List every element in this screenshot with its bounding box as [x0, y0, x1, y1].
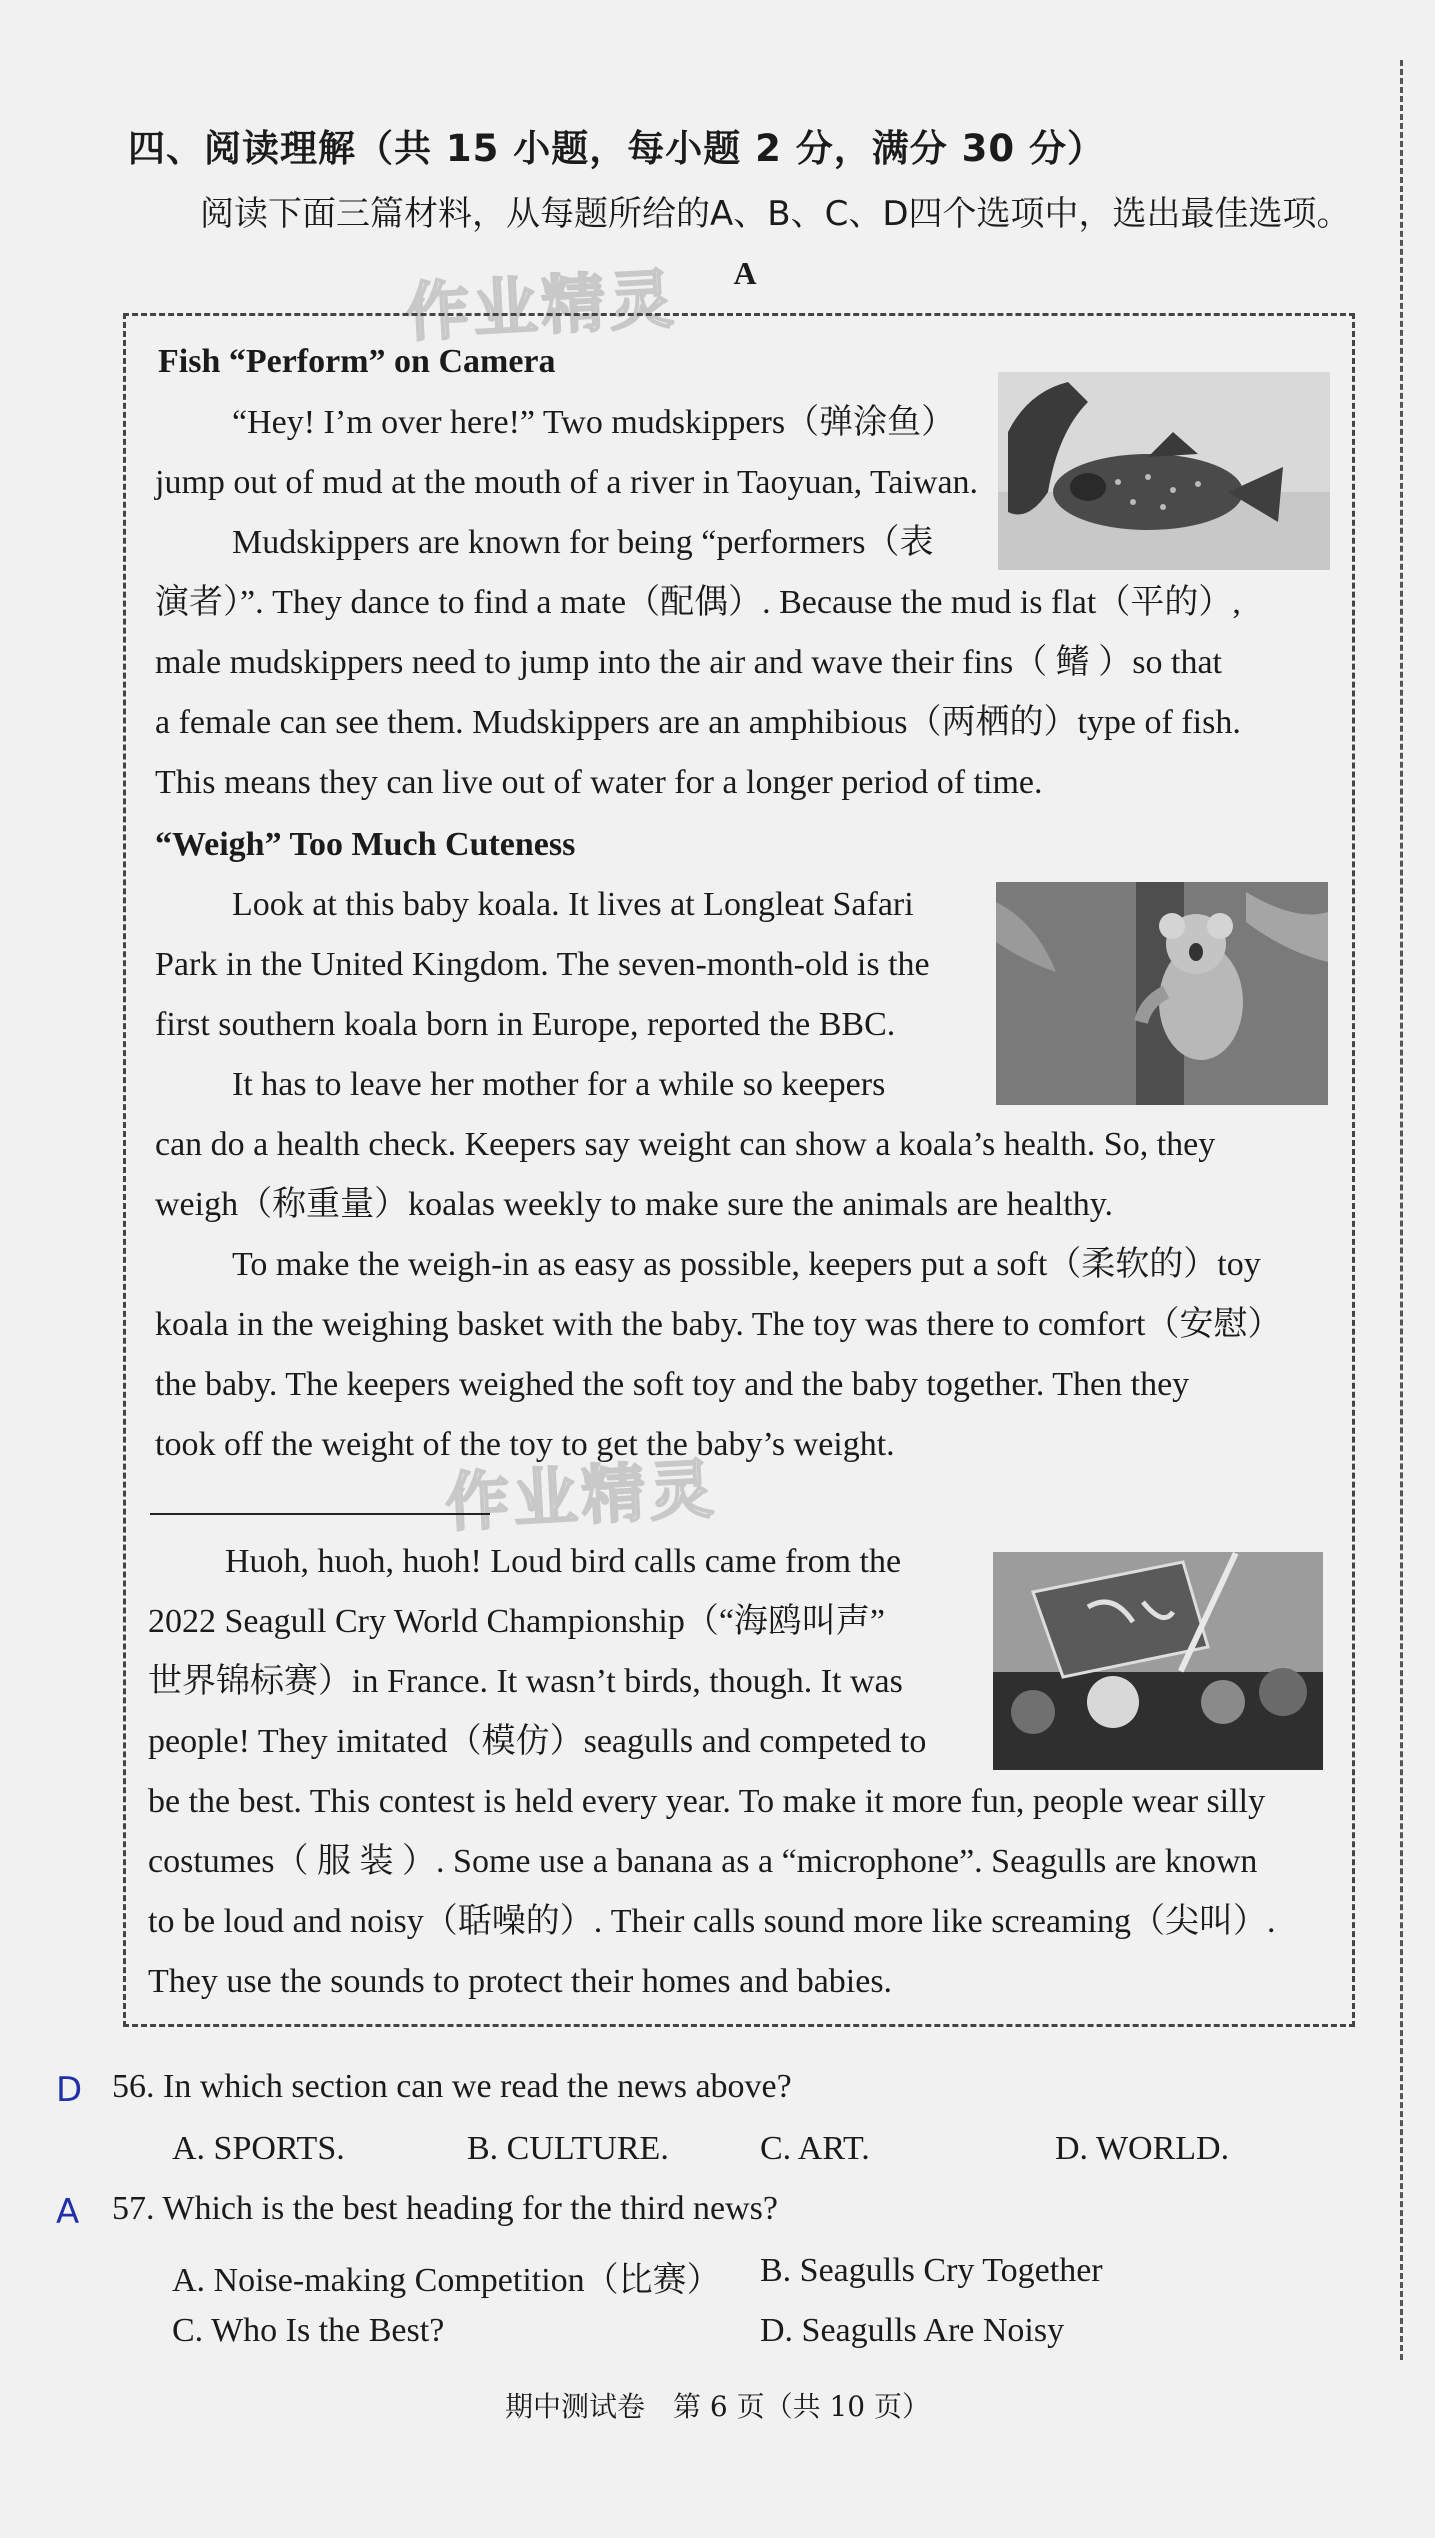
news2-line: the baby. The keepers weighed the soft toy and the baby together. Then they [155, 1366, 1190, 1403]
passage-letter: A [733, 255, 757, 291]
seagull-contest-photo [993, 1552, 1323, 1770]
news2-line: koala in the weighing basket with the baby. The toy was there to comfort（安慰） [155, 1306, 1282, 1343]
option-c: C. Who Is the Best? [172, 2312, 445, 2349]
page-footer: 期中测试卷 第 6 页（共 10 页） [504, 2390, 931, 2423]
mudskipper-photo [998, 372, 1330, 570]
news3-line: be the best. This contest is held every year. To make it more fun, people wear silly [148, 1783, 1266, 1820]
answer-mark: D [56, 2070, 83, 2110]
binding-dashed-line [1400, 60, 1403, 2360]
news1-line: 演者）”. They dance to find a mate（配偶）. Because the mud is flat（平的）, [155, 584, 1241, 621]
koala-photo [996, 882, 1328, 1105]
news3-line: to be loud and noisy（聒噪的）. Their calls sound more like screaming（尖叫）. [148, 1903, 1276, 1940]
question-stem: 57. Which is the best heading for the third news? [112, 2190, 778, 2227]
news2-line: weigh（称重量）koalas weekly to make sure the animals are healthy. [155, 1186, 1114, 1223]
option-a: A. Noise-making Competition（比赛） [172, 2262, 721, 2299]
watermark-logo: 作业精灵 [443, 1452, 720, 1542]
question-stem: 56. In which section can we read the news above? [112, 2068, 792, 2105]
news1-line: male mudskippers need to jump into the air and wave their fins（ 鳍 ）so that [155, 644, 1222, 681]
news3-line: 2022 Seagull Cry World Championship（“海鸥叫声” [148, 1603, 886, 1640]
news2-line: took off the weight of the toy to get the baby’s weight. [155, 1426, 895, 1463]
news2-line: Look at this baby koala. It lives at Longleat Safari [232, 886, 914, 923]
news3-line: people! They imitated（模仿）seagulls and competed to [148, 1723, 927, 1760]
news2-line: first southern koala born in Europe, reported the BBC. [155, 1006, 896, 1043]
news2-line: can do a health check. Keepers say weight can show a koala’s health. So, they [155, 1126, 1216, 1163]
news3-line: They use the sounds to protect their homes and babies. [148, 1963, 893, 2000]
option-b: B. CULTURE. [467, 2130, 669, 2167]
option-c: C. ART. [760, 2130, 870, 2167]
news1-line: Mudskippers are known for being “performers（表 [232, 524, 934, 561]
news3-line: 世界锦标赛）in France. It wasn’t birds, though. It was [148, 1663, 903, 1700]
news1-line: a female can see them. Mudskippers are an amphibious（两栖的）type of fish. [155, 704, 1241, 741]
news2-heading: “Weigh” Too Much Cuteness [155, 826, 576, 863]
news2-line: Park in the United Kingdom. The seven-month-old is the [155, 946, 930, 983]
news3-line: costumes（ 服 装 ）. Some use a banana as a “microphone”. Seagulls are known [148, 1843, 1258, 1880]
option-d: D. Seagulls Are Noisy [760, 2312, 1065, 2349]
news2-line: It has to leave her mother for a while so keepers [232, 1066, 886, 1103]
instructions: 阅读下面三篇材料，从每题所给的A、B、C、D四个选项中，选出最佳选项。 [200, 194, 1351, 234]
news3-line: Huoh, huoh, huoh! Loud bird calls came from the [225, 1543, 902, 1580]
option-d: D. WORLD. [1055, 2130, 1230, 2167]
news1-line: jump out of mud at the mouth of a river in Taoyuan, Taiwan. [155, 464, 979, 501]
news1-line: This means they can live out of water for a longer period of time. [155, 764, 1043, 801]
news1-line: “Hey! I’m over here!” Two mudskippers（弹涂鱼） [232, 404, 956, 441]
option-a: A. SPORTS. [172, 2130, 345, 2167]
watermark-logo: 作业精灵 [403, 262, 680, 352]
missing-heading-blank [150, 1513, 490, 1515]
news1-heading: Fish “Perform” on Camera [158, 343, 556, 380]
answer-mark: A [56, 2192, 80, 2232]
news2-line: To make the weigh-in as easy as possible, keepers put a soft（柔软的）toy [232, 1246, 1261, 1283]
section-title: 四、阅读理解（共 15 小题，每小题 2 分，满分 30 分） [128, 127, 1106, 170]
option-b: B. Seagulls Cry Together [760, 2252, 1103, 2289]
